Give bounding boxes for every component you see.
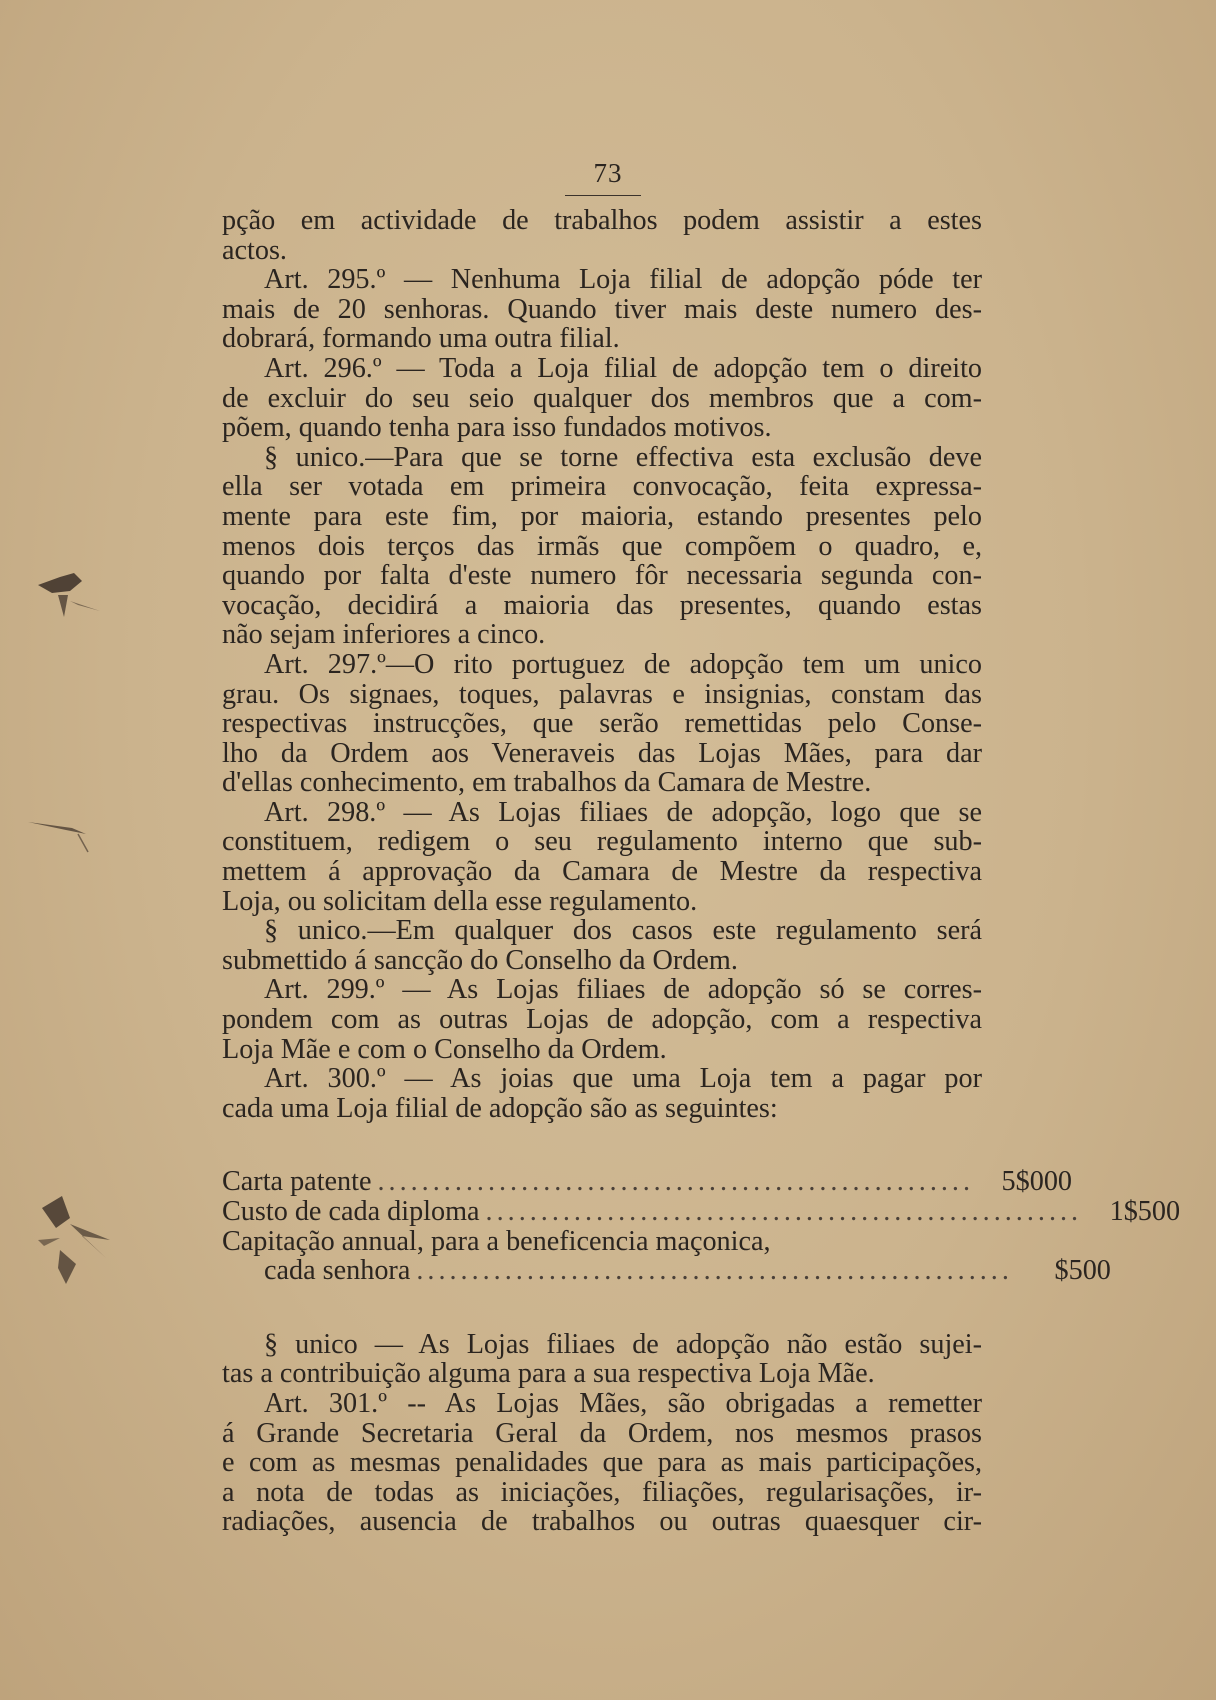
text-line: Art. 295.º — Nenhuma Loja filial de adopção póde ter	[264, 264, 982, 296]
text-line: Art. 301.º -- As Lojas Mães, são obrigadas a remetter	[264, 1387, 982, 1419]
paragraph-art-298	[222, 798, 982, 916]
text-line: d'ellas conhecimento, em trabalhos da Camara de Mestre.	[222, 767, 872, 799]
fee-label: Capitação annual, para a beneficencia maçonica,	[222, 1225, 771, 1257]
body-text	[222, 205, 1181, 1538]
text-line: Art. 297.º—O rito portuguez de adopção tem um unico	[264, 648, 982, 680]
paragraph-unico-298	[222, 916, 982, 975]
fee-row	[222, 1196, 1181, 1227]
text-line: e com as mesmas penalidades que para as mais participações,	[222, 1447, 982, 1479]
text-line: pção em actividade de trabalhos podem assistir a estes	[222, 205, 982, 236]
text-line: § unico.—Para que se torne effectiva esta exclusão deve	[264, 441, 982, 473]
text-line: vocação, decidirá a maioria das presentes, quando estas	[222, 589, 982, 621]
text-line: actos.	[222, 234, 287, 266]
text-line: Art. 299.º — As Lojas filiaes de adopção só se corres-	[264, 974, 982, 1006]
text-line: á Grande Secretaria Geral da Ordem, nos mesmos prasos	[222, 1417, 982, 1449]
text-line: Art. 296.º — Toda a Loja filial de adopção tem o direito	[264, 352, 982, 384]
paragraph-art-301	[222, 1389, 982, 1537]
fee-label: cada senhora	[264, 1255, 411, 1287]
fee-row	[222, 1255, 1111, 1287]
text-line: mais de 20 senhoras. Quando tiver mais deste numero des-	[222, 293, 982, 325]
fee-value: 5$000	[1001, 1166, 1073, 1198]
text-line: radiações, ausencia de trabalhos ou outras quaesquer cir-	[222, 1506, 982, 1538]
fee-row	[222, 1227, 982, 1257]
text-line: mettem á approvação da Camara de Mestre da respectiva	[222, 856, 982, 888]
fee-row	[222, 1166, 1073, 1198]
text-line: constituem, redigem o seu regulamento interno que sub-	[222, 826, 982, 858]
page-number: 73	[593, 158, 623, 188]
paragraph-unico-296	[222, 443, 982, 650]
paragraph-art-296	[222, 354, 982, 443]
text-line: mente para este fim, por maioria, estando presentes pelo	[222, 500, 982, 532]
binding-damage-mark	[26, 808, 96, 858]
text-line: grau. Os signaes, toques, palavras e insignias, constam das	[222, 678, 982, 710]
text-line: Loja Mãe e com o Conselho da Ordem.	[222, 1033, 667, 1065]
page-number-rule	[565, 195, 641, 196]
text-line: não sejam inferiores a cinco.	[222, 619, 546, 651]
text-line: põem, quando tenha para isso fundados motivos.	[222, 412, 772, 444]
text-line: submettido á sancção do Conselho da Ordem.	[222, 944, 738, 976]
paragraph-art-299	[222, 975, 982, 1064]
text-line: cada uma Loja filial de adopção são as seguintes:	[222, 1092, 778, 1124]
text-line: ella ser votada em primeira convocação, feita expressa-	[222, 471, 982, 503]
fee-table	[222, 1166, 1181, 1287]
text-line: § unico — As Lojas filiaes de adopção não estão sujei-	[264, 1328, 982, 1360]
text-line: Art. 298.º — As Lojas filiaes de adopção, logo que se	[264, 796, 982, 828]
text-line: quando por falta d'este numero fôr necessaria segunda con-	[222, 560, 982, 592]
paragraph	[222, 206, 982, 265]
paragraphs-after-fees	[222, 1330, 982, 1537]
text-line: respectivas instrucções, que serão remettidas pelo Conse-	[222, 708, 982, 740]
text-line: lho da Ordem aos Veneraveis das Lojas Mães, para dar	[222, 737, 982, 769]
fee-label: Custo de cada diploma	[222, 1196, 480, 1227]
paragraph-art-297	[222, 650, 982, 798]
paragraph-art-300	[222, 1064, 982, 1123]
paragraph-unico-300	[222, 1330, 982, 1389]
text-line: § unico.—Em qualquer dos casos este regulamento será	[264, 915, 982, 947]
text-line: Loja, ou solicitam della esse regulamento.	[222, 885, 698, 917]
binding-damage-mark	[30, 1188, 130, 1298]
paragraph-art-295	[222, 265, 982, 354]
text-line: a nota de todas as iniciações, filiações, regularisações, ir-	[222, 1476, 982, 1508]
text-line: de excluir do seu seio qualquer dos membros que a com-	[222, 382, 982, 414]
text-line: dobrará, formando uma outra filial.	[222, 323, 620, 355]
fee-value: 1$500	[1109, 1196, 1181, 1227]
text-line: Art. 300.º — As joias que uma Loja tem a pagar por	[264, 1063, 982, 1095]
text-line: tas a contribuição alguma para a sua respectiva Loja Mãe.	[222, 1358, 875, 1390]
fee-label: Carta patente	[222, 1166, 372, 1198]
dot-leader: ......................................................	[377, 1166, 975, 1198]
text-line: pondem com as outras Lojas de adopção, com a respectiva	[222, 1004, 982, 1036]
dot-leader: ......................................................	[416, 1255, 1013, 1287]
text-line: menos dois terços das irmãs que compõem o quadro, e,	[222, 530, 982, 562]
dot-leader: ......................................................	[485, 1196, 1083, 1227]
fee-value: $500	[1054, 1255, 1111, 1287]
binding-damage-mark	[30, 555, 110, 625]
